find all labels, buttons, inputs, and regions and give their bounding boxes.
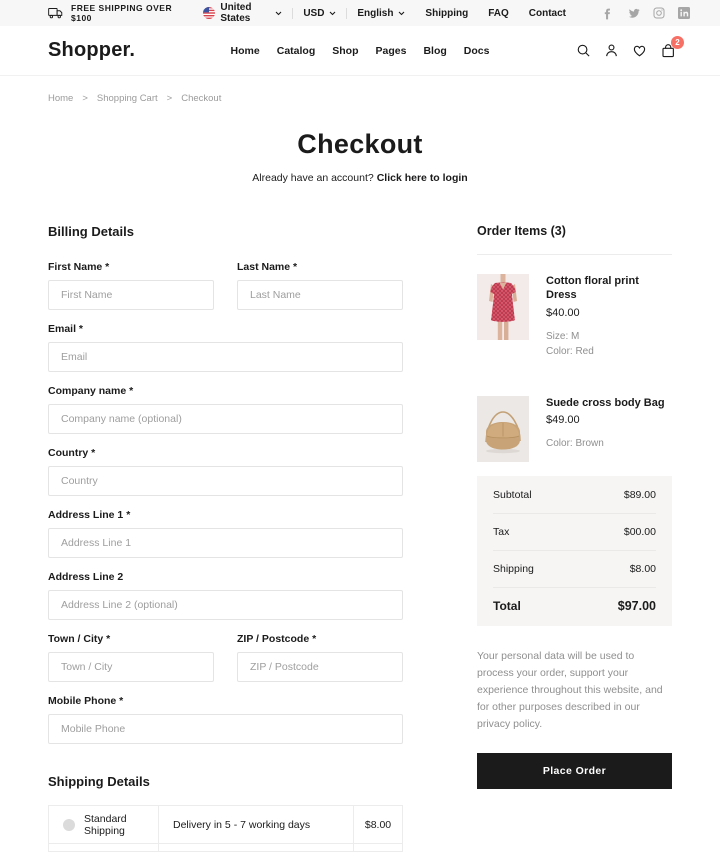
language-select-label: English [357,7,394,19]
product-attributes [546,436,665,452]
twitter-icon[interactable] [627,7,640,20]
page-title: Checkout [297,129,423,159]
product-size: Size: M [546,330,580,342]
promo-text: FREE SHIPPING OVER $100 [71,3,173,23]
header [0,26,720,76]
product-price: $49.00 [546,413,580,426]
first-name-label: First Name * [48,261,110,273]
truck-icon [48,7,63,19]
language-select[interactable] [357,8,405,19]
order-column [477,224,672,852]
shipping-option-name-cell [49,806,159,843]
last-name-input[interactable] [237,280,403,310]
country-select[interactable] [203,2,282,24]
login-prompt-text: Already have an account? [252,172,374,184]
summary-value: $97.00 [617,599,656,614]
country-label: Country * [48,447,96,459]
topbar [0,0,720,26]
social-links [602,7,690,20]
nav-item-catalog[interactable]: Catalog [276,44,316,57]
order-item-dress [477,274,672,360]
instagram-icon[interactable] [653,7,665,20]
nav-item-shop[interactable]: Shop [332,44,359,57]
country-select-label: United States [220,2,252,24]
product-image-dress [477,274,529,340]
cart-icon[interactable] [660,37,680,59]
breadcrumb-shopping-cart[interactable]: Shopping Cart [96,93,158,104]
company-field-group [48,385,403,434]
order-summary [477,476,672,626]
topbar-right [405,7,690,20]
company-label: Company name * [48,385,134,397]
zip-label: ZIP / Postcode * [237,633,317,645]
mobile-phone-field-group [48,695,403,744]
search-icon[interactable] [576,43,591,58]
facebook-icon[interactable] [602,7,614,20]
chevron-down-icon [329,11,336,16]
chevron-down-icon [398,11,405,16]
nav-item-blog[interactable]: Blog [423,44,447,57]
user-icon[interactable] [604,43,619,58]
product-price: $40.00 [546,306,580,319]
breadcrumb [48,93,672,104]
breadcrumb-home[interactable]: Home [48,93,74,104]
zip-field-group [237,633,403,682]
order-items-heading: Order Items (3) [477,224,566,238]
town-city-field-group [48,633,214,682]
product-color: Color: Red [546,346,594,358]
currency-select-label: USD [303,7,325,19]
product-name: Suede cross body Bag [546,396,665,409]
header-icons [576,37,680,59]
checkout-content [0,224,720,852]
login-prompt [0,172,720,184]
summary-row-total [493,588,656,625]
divider [477,254,672,255]
us-flag-icon [203,7,215,19]
summary-row-subtotal [493,477,656,514]
shipping-heading: Shipping Details [48,774,150,789]
shipping-option-description-cell [159,806,354,843]
product-attributes [546,329,672,360]
product-info [546,274,672,360]
breadcrumb-current: Checkout [181,93,222,104]
topbar-link-contact[interactable]: Contact [528,7,566,19]
topbar-link-faq[interactable]: FAQ [488,7,509,19]
country-input[interactable] [48,466,403,496]
address1-input[interactable] [48,528,403,558]
first-name-field-group [48,261,214,310]
linkedin-icon[interactable] [678,7,690,20]
summary-label: Total [493,599,521,614]
main-nav [231,45,490,57]
product-name: Cotton floral print Dress [546,275,639,302]
billing-heading: Billing Details [48,224,134,239]
wishlist-heart-icon[interactable] [632,43,647,58]
mobile-phone-input[interactable] [48,714,403,744]
last-name-label: Last Name * [237,261,298,273]
mobile-phone-label: Mobile Phone * [48,695,124,707]
breadcrumb-separator: > [82,93,88,104]
summary-value: $00.00 [623,525,656,538]
summary-value: $89.00 [623,488,656,501]
separator [292,8,293,19]
summary-row-shipping [493,551,656,588]
product-info [546,396,665,462]
place-order-button[interactable]: Place Order [477,753,672,789]
shipping-option-row[interactable] [49,806,402,844]
first-name-input[interactable] [48,280,214,310]
summary-label: Subtotal [493,488,532,501]
cart-count-badge: 2 [671,36,684,49]
shipping-option-row [49,844,402,852]
town-city-label: Town / City * [48,633,111,645]
company-input[interactable] [48,404,403,434]
last-name-field-group [237,261,403,310]
address1-label: Address Line 1 * [48,509,131,521]
nav-item-pages[interactable]: Pages [375,44,407,57]
zip-input[interactable] [237,652,403,682]
country-field-group [48,447,403,496]
shipping-option-price: $8.00 [364,818,392,831]
summary-label: Tax [493,525,510,538]
topbar-left [48,2,405,24]
nav-item-docs[interactable]: Docs [463,44,490,57]
currency-select[interactable] [303,8,336,19]
nav-item-home[interactable]: Home [230,44,260,57]
shipping-option-price-cell [354,806,402,843]
shipping-option-description: Delivery in 5 - 7 working days [173,818,311,831]
email-field-group [48,323,403,372]
address2-input[interactable] [48,590,403,620]
summary-value: $8.00 [629,562,656,575]
breadcrumb-separator: > [166,93,173,104]
separator [346,8,347,19]
order-item-bag [477,396,672,462]
product-color: Color: Brown [546,437,604,449]
summary-label: Shipping [493,562,534,575]
email-label: Email * [48,323,84,335]
shipping-radio[interactable] [63,819,75,831]
product-image-bag [477,396,529,462]
email-input[interactable] [48,342,403,372]
address2-label: Address Line 2 [48,571,124,583]
shipping-option-name: Standard Shipping [84,812,127,837]
shipping-options-table [48,805,403,852]
chevron-down-icon [275,11,282,16]
billing-column [48,224,403,852]
address1-field-group [48,509,403,558]
login-link[interactable]: Click here to login [376,172,468,184]
privacy-notice: Your personal data will be used to process your order, support your experience throughout this website, and for other purposes described in our privacy policy. [477,649,663,730]
summary-row-tax [493,514,656,551]
town-city-input[interactable] [48,652,214,682]
topbar-link-shipping[interactable]: Shipping [425,7,469,19]
address2-field-group [48,571,403,620]
logo[interactable]: Shopper. [48,39,136,61]
